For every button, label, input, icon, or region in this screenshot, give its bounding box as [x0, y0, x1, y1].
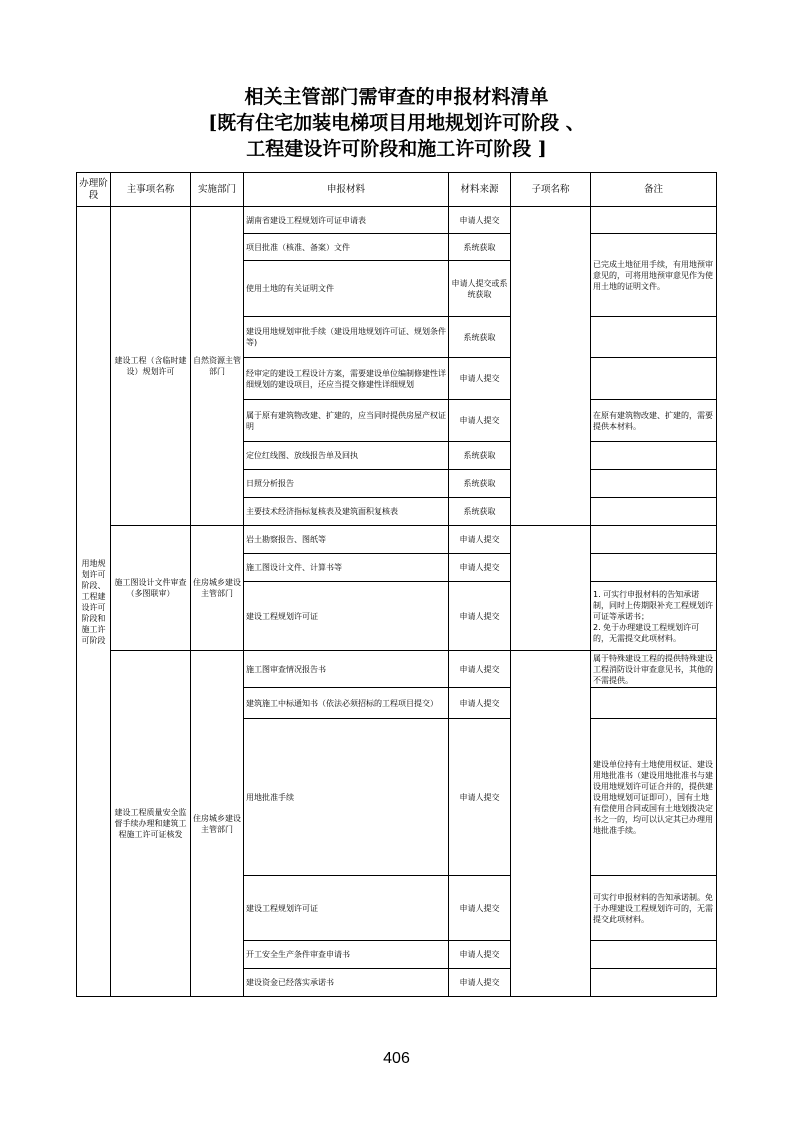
header-material: 申报材料 [244, 173, 449, 207]
source-cell: 申请人提交 [449, 207, 511, 234]
header-remark: 备注 [591, 173, 717, 207]
material-cell: 经审定的建设工程设计方案，需要建设单位编制修建性详细规划的建设项目，还应当提交修建性详细规划 [244, 358, 449, 400]
main-item-cell: 建设工程质量安全监督手续办理和建筑工程施工许可证核发 [111, 651, 191, 997]
source-cell: 申请人提交 [449, 526, 511, 554]
source-cell: 系统获取 [449, 442, 511, 470]
table-row [77, 651, 717, 688]
source-cell: 系统获取 [449, 234, 511, 261]
remark-cell [591, 317, 717, 358]
document-title-line-1: 相关主管部门需审查的申报材料清单 [244, 86, 549, 108]
table-row [77, 526, 717, 554]
source-cell: 申请人提交 [449, 400, 511, 442]
material-cell: 建设工程规划许可证 [244, 876, 449, 941]
remark-cell [591, 358, 717, 400]
material-cell: 建设用地规划审批手续（建设用地规划许可证、规划条件等) [244, 317, 449, 358]
source-cell: 申请人提交 [449, 651, 511, 688]
material-cell: 建设工程规划许可证 [244, 582, 449, 651]
material-cell: 定位红线图、放线报告单及回执 [244, 442, 449, 470]
sub-item-cell [511, 526, 591, 651]
remark-cell: 建设单位持有土地使用权证、建设用地批准书（建设用地批准书与建设用地规划许可证合并的，提供建设用地规划可证即可），国有土地有偿使用合同或国有土地划拨决定书之一的，均可以认定其已办理用地批准手续。 [591, 719, 717, 876]
remark-cell [591, 941, 717, 969]
remark-cell [591, 498, 717, 526]
material-cell: 建筑施工中标通知书（依法必须招标的工程项目提交） [244, 688, 449, 719]
material-cell: 项目批准（核准、备案）文件 [244, 234, 449, 261]
remark-cell: 可实行申报材料的告知承诺制。免于办理建设工程规划许可的，无需提交此项材料。 [591, 876, 717, 941]
remark-cell [591, 554, 717, 582]
remark-cell [591, 969, 717, 997]
remark-cell: 属于特殊建设工程的提供特殊建设工程消防设计审查意见书，其他的不需提供。 [591, 651, 717, 688]
sub-item-cell [511, 207, 591, 526]
remark-cell [591, 526, 717, 554]
remark-cell: 1. 可实行申报材料的告知承诺制，同时上传期限补充工程规划许可证等承诺书； 2. 免于办理建设工程规划许可的，无需提交此项材料。 [591, 582, 717, 651]
material-cell: 属于原有建筑物改建、扩建的，应当同时提供房屋产权证明 [244, 400, 449, 442]
material-cell: 用地批准手续 [244, 719, 449, 876]
material-cell: 建设资金已经落实承诺书 [244, 969, 449, 997]
main-item-cell: 施工图设计文件审查（多图联审） [111, 526, 191, 651]
document-title-line-2: [既有住宅加装电梯项目用地规划许可阶段 、 [208, 112, 585, 134]
material-cell: 日照分析报告 [244, 470, 449, 498]
source-cell: 申请人提交 [449, 582, 511, 651]
material-cell: 岩土勘察报告、图纸等 [244, 526, 449, 554]
page-number: 406 [383, 1050, 410, 1067]
source-cell: 申请人提交 [449, 969, 511, 997]
material-cell: 施工图审查情况报告书 [244, 651, 449, 688]
remark-cell: 已完成土地征用手续，有用地预审意见的，可将用地预审意见作为使用土地的证明文件。 [591, 234, 717, 317]
header-main-item: 主事项名称 [111, 173, 191, 207]
department-cell: 住房城乡建设主管部门 [191, 651, 244, 997]
source-cell: 申请人提交 [449, 554, 511, 582]
header-sub-item: 子项名称 [511, 173, 591, 207]
source-cell: 申请人提交 [449, 358, 511, 400]
material-cell: 使用土地的有关证明文件 [244, 261, 449, 317]
table-row [77, 207, 717, 234]
material-cell: 施工图设计文件、计算书等 [244, 554, 449, 582]
department-cell: 住房城乡建设主管部门 [191, 526, 244, 651]
source-cell: 申请人提交 [449, 941, 511, 969]
header-stage: 办理阶段 [77, 173, 111, 207]
remark-cell [591, 207, 717, 234]
header-source: 材料来源 [449, 173, 511, 207]
header-department: 实施部门 [191, 173, 244, 207]
source-cell: 申请人提交 [449, 876, 511, 941]
table-header-row [77, 173, 717, 207]
stage-cell: 用地规划许可阶段、工程建设许可阶段和施工许可阶段 [77, 207, 111, 997]
remark-cell [591, 442, 717, 470]
source-cell: 申请人提交 [449, 688, 511, 719]
source-cell: 申请人提交 [449, 719, 511, 876]
sub-item-cell [511, 651, 591, 997]
remark-cell [591, 470, 717, 498]
material-cell: 开工安全生产条件审查申请书 [244, 941, 449, 969]
main-item-cell: 建设工程（含临时建设）规划许可 [111, 207, 191, 526]
materials-table [76, 172, 717, 997]
source-cell: 系统获取 [449, 498, 511, 526]
document-title-line-3: 工程建设许可阶段和施工许可阶段 ] [246, 138, 547, 160]
source-cell: 系统获取 [449, 317, 511, 358]
remark-cell [591, 688, 717, 719]
remark-cell: 在原有建筑物改建、扩建的，需要提供本材料。 [591, 400, 717, 442]
material-cell: 主要技术经济指标复核表及建筑面积复核表 [244, 498, 449, 526]
source-cell: 系统获取 [449, 470, 511, 498]
source-cell: 申请人提交或系统获取 [449, 261, 511, 317]
material-cell: 湖南省建设工程规划许可证申请表 [244, 207, 449, 234]
department-cell: 自然资源主管部门 [191, 207, 244, 526]
